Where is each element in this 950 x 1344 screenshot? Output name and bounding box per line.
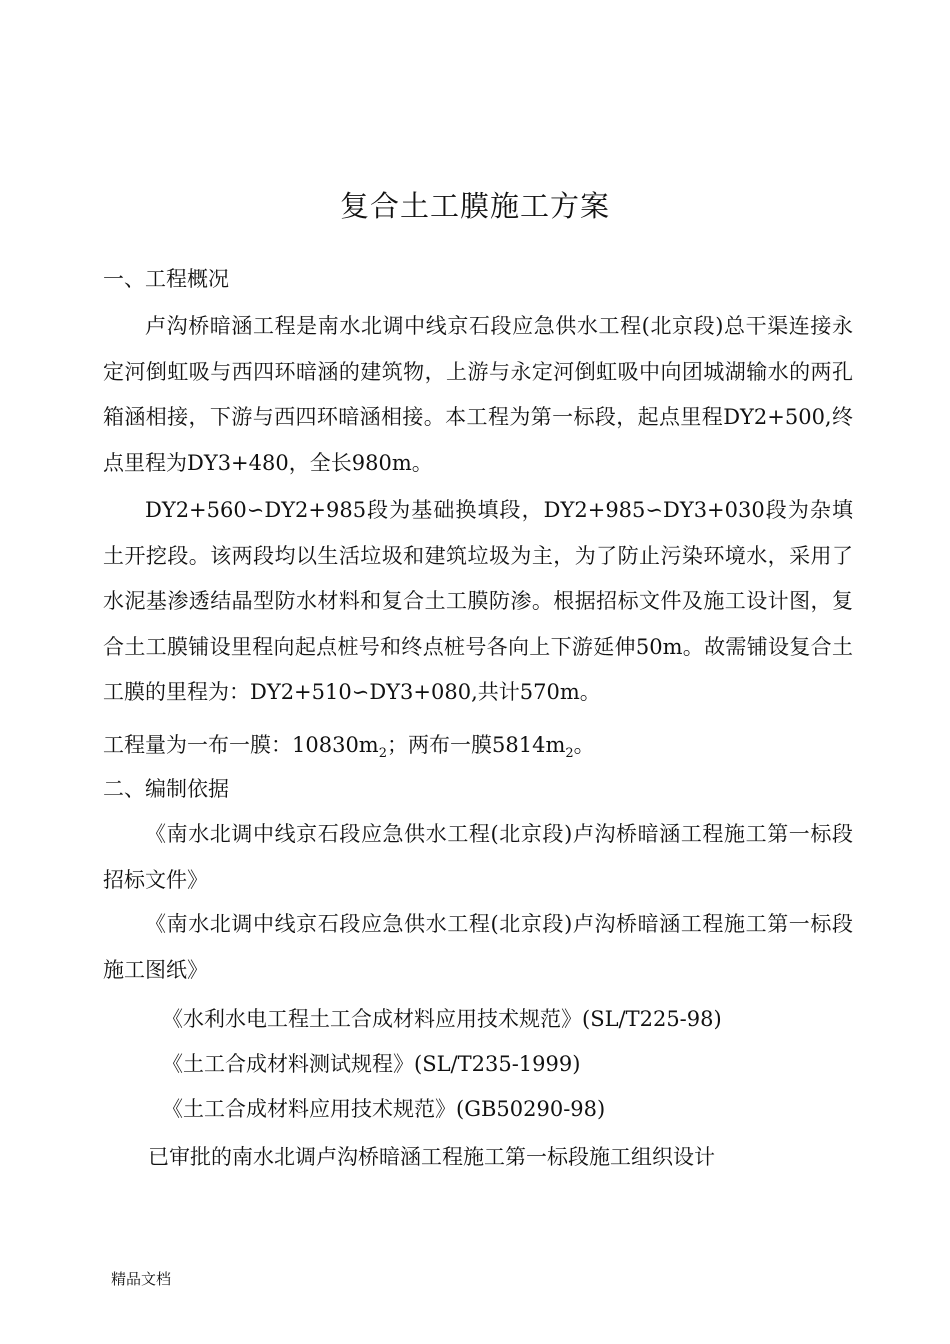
reference-5: 《土工合成材料应用技术规范》(GB50290-98): [162, 1097, 606, 1121]
reference-3: 《水利水电工程土工合成材料应用技术规范》(SL/T225-98): [162, 1007, 722, 1031]
document-title: 复合土工膜施工方案: [339, 189, 610, 223]
reference-1: 《南水北调中线京石段应急供水工程(北京段)卢沟桥暗涵工程施工第一标段招标文件》: [103, 822, 853, 892]
footer-label: 精品文档: [111, 1270, 172, 1288]
reference-6: 已审批的南水北调卢沟桥暗涵工程施工第一标段施工组织设计: [148, 1145, 715, 1169]
reference-4: 《土工合成材料测试规程》(SL/T235-1999): [162, 1052, 581, 1076]
section-heading-overview: 一、工程概况: [103, 267, 229, 291]
quantity-part-2: ；两布一膜5814m: [387, 733, 566, 757]
quantity-part-1: 工程量为一布一膜：10830m: [103, 733, 379, 757]
overview-paragraph-2: DY2+560∽DY2+985段为基础换填段，DY2+985∽DY3+030段为杂填土开挖段。该两段均以生活垃圾和建筑垃圾为主，为了防止污染环境水，采用了水泥基渗透结晶型防水材料和复合土工膜防渗。根据招标文件及施工设计图，复合土工膜铺设里程向起点桩号和终点桩号各向上下游延伸50m。故需铺设复合土工膜的里程为：DY2+510∽DY3+080,共计570m。: [103, 498, 853, 704]
unit-subscript-2: 2: [565, 746, 574, 762]
quantity-part-3: 。: [573, 733, 595, 757]
reference-2: 《南水北调中线京石段应急供水工程(北京段)卢沟桥暗涵工程施工第一标段施工图纸》: [103, 912, 853, 982]
section-heading-basis: 二、编制依据: [103, 777, 229, 801]
quantity-line: [103, 730, 595, 769]
unit-subscript-1: 2: [378, 746, 387, 762]
overview-paragraph-1: 卢沟桥暗涵工程是南水北调中线京石段应急供水工程(北京段)总干渠连接永定河倒虹吸与西四环暗涵的建筑物，上游与永定河倒虹吸中向团城湖输水的两孔箱涵相接，下游与西四环暗涵相接。本工程为第一标段，起点里程DY2+500,终点里程为DY3+480，全长980m。: [103, 314, 853, 475]
